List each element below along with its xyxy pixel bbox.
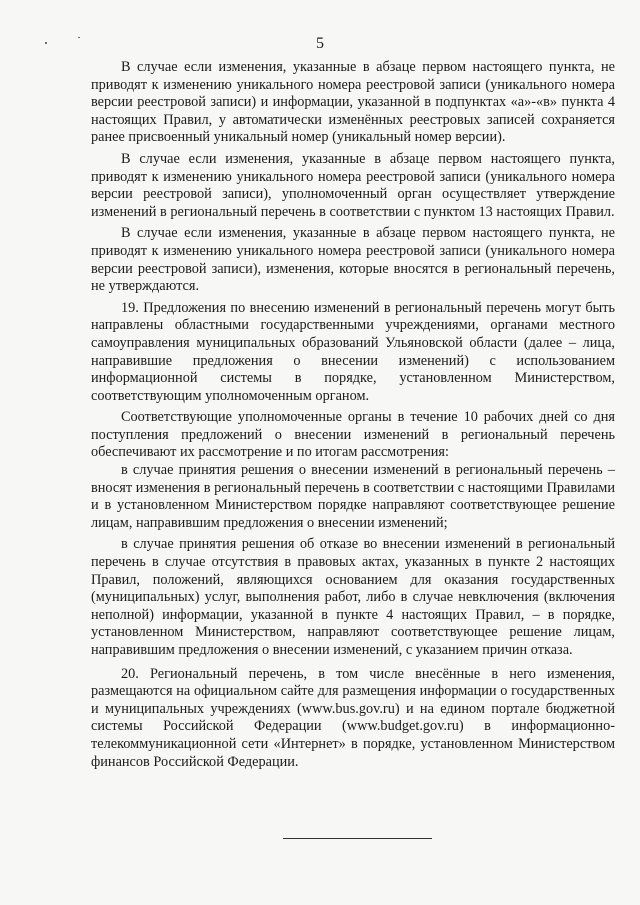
paragraph: В случае если изменения, указанные в абзаце первом настоящего пункта, приводят к изменению уникального номера реестровой записи (уникального номера версии реестровой записи), уполномоченный орган осуществляет утверждение изменений в региональный перечень в соответствии с пунктом 13 настоящих Правил.: [91, 150, 615, 220]
end-of-text-rule: [283, 838, 432, 839]
paragraph: Соответствующие уполномоченные органы в течение 10 рабочих дней со дня поступления предложений о внесении изменений в региональный перечень обеспечивают их рассмотрение и по итогам рассмотрения:: [91, 409, 615, 461]
paragraph: В случае если изменения, указанные в абзаце первом настоящего пункта, не приводят к изменению уникального номера реестровой записи (уникального номера версии реестровой записи), изменения, которые вносятся в региональный перечень, не утверждаются.: [91, 225, 615, 295]
paragraph: В случае если изменения, указанные в абзаце первом настоящего пункта, не приводят к изменению уникального номера реестровой записи (уникального номера версии реестровой записи) и информации, указанной в подпунктах «а»-«в» пункта 4 настоящих Правил, у автоматически изменённых реестровых записей сохраняется ранее присвоенный уникальный номер (уникальный номер версии).: [91, 59, 615, 146]
paragraph: в случае принятия решения об отказе во внесении изменений в региональный перечень в случае отсутствия в правовых актах, указанных в пункте 2 настоящих Правил, положений, являющихся основанием для оказания государственных (муниципальных) услуг, выполнения работ, либо в случае невключения (включения неполной) информации, указанной в пункте 4 настоящих Правил, – в порядке, установленном Министерством, направляют соответствующее решение лицам, направившим предложения о внесении изменений, с указанием причин отказа.: [91, 536, 615, 658]
paragraph: 20. Региональный перечень, в том числе внесённые в него изменения, размещаются на официальном сайте для размещения информации о государственных и муниципальных учреждениях (www.bus.gov.ru) и на едином портале бюджетной системы Российской Федерации (www.budget.gov.ru) в информационно-телекоммуникационной сети «Интернет» в порядке, установленном Министерством финансов Российской Федерации.: [91, 665, 615, 770]
paragraph: в случае принятия решения о внесении изменений в региональный перечень – вносят изменения в региональный перечень в соответствии с настоящими Правилами и в установленном Министерством порядке направляют соответствующее решение лицам, направившим предложения о внесении изменений;: [91, 462, 615, 531]
document-body: [91, 59, 615, 771]
page-number: 5: [316, 35, 324, 52]
paragraph: 19. Предложения по внесению изменений в региональный перечень могут быть направлены областными государственными учреждениями, органами местного самоуправления муниципальных образований Ульяновской области (далее – лица, направившие предложения о внесении изменений) с использованием информационной системы в порядке, установленном Министерством, соответствующим уполномоченным органом.: [91, 299, 615, 404]
